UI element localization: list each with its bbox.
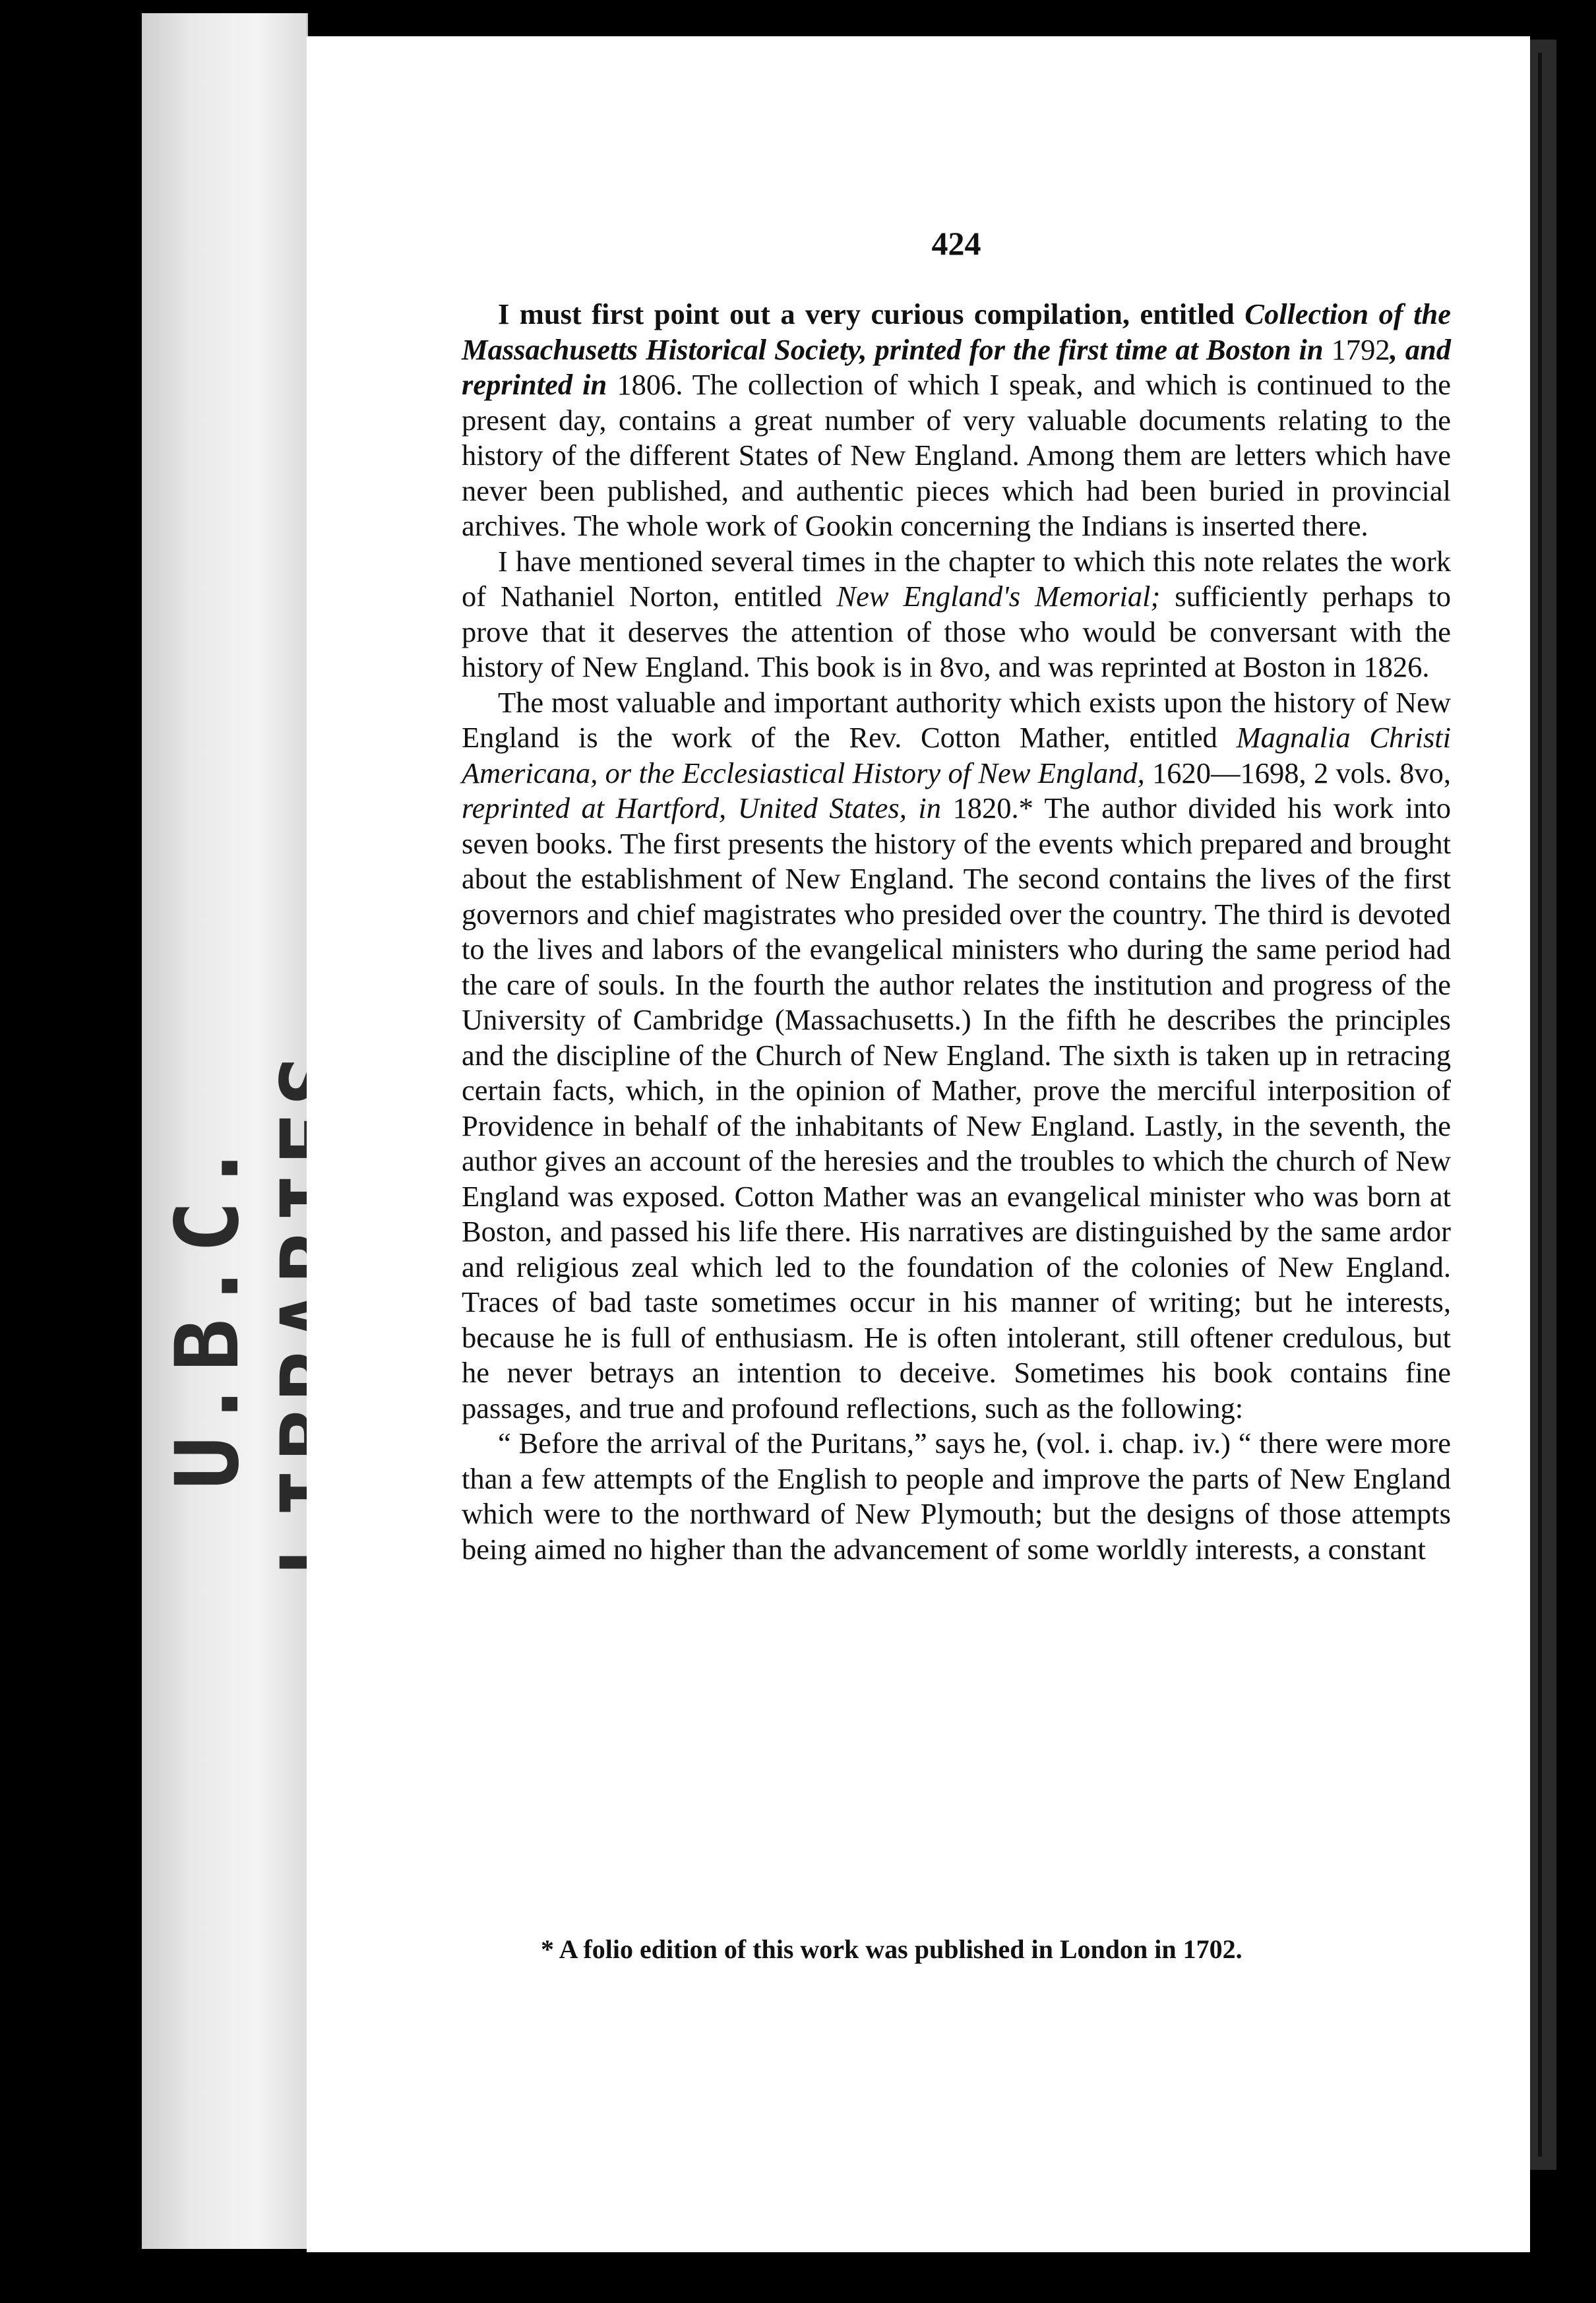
scan-border-right — [1530, 40, 1556, 2170]
paragraph-4-quote: “ Before the arrival of the Puritans,” says he, (vol. i. chap. iv.) “ there were more than a few attempts of the English to people and improve the parts of New England which were to the northward of New Plymouth; but the designs of those attempts being aimed no higher than the advancement of some worldly interests, a constant — [462, 1427, 1451, 1566]
page-number: 424 — [931, 225, 981, 262]
page-gutter-line — [1538, 53, 1542, 2157]
p1-mid: , and reprinted in — [462, 332, 1451, 401]
p1-lead: I must first point out a very curious compilation, entitled — [498, 297, 1245, 330]
footnote: * A folio edition of this work was published in London in 1702. — [541, 1934, 1243, 1964]
p1-year1: 1792 — [1331, 332, 1390, 366]
paragraph-2 — [462, 544, 1451, 685]
paragraph-3 — [462, 685, 1451, 1427]
p3-lead: The most valuable and important authority which exists upon the history of New England is the work of the Rev. Cotton Mather, entitled — [462, 685, 1451, 754]
p3-reprint: reprinted at Hartford, United States, in — [462, 791, 941, 824]
paragraph-1 — [462, 297, 1451, 544]
p1-rest: . The collection of which I speak, and which is continued to the present day, contains a great number of very valuable documents relating to the history of the different States of New England. Among them are letters which have never been published, and authentic pieces which had been buried in provincial archives. The whole work of Gookin concerning the Indians is inserted there. — [462, 368, 1451, 542]
scan-border-left — [0, 0, 142, 2303]
p1-title: Collection of the Massachusetts Historical Society, printed for the first time at Boston in — [462, 297, 1451, 366]
p3-mid: 1620—1698, 2 vols. 8vo, — [1144, 756, 1451, 789]
library-stamp: U.B.C. — [157, 1135, 259, 1490]
p2-title: New England's Memorial; — [836, 580, 1161, 613]
p3-rest: 1820.* The author divided his work into seven books. The first presents the history of the events which prepared and brought about the establishment of New England. The second contains the lives of the first governors and chief magistrates who presided over the country. The third is devoted to the lives and labors of the evangelical ministers who during the same period had the care of souls. In the fourth the author relates the institution and progress of the University of Cambridge (Massachusetts.) In the fifth he describes the principles and the discipline of the Church of New England. The sixth is taken up in retracing certain facts, which, in the opinion of Mather, prove the merciful interposition of Providence in behalf of the inhabitants of New England. Lastly, in the seventh, the author gives an account of the heresies and the troubles to which the church of New England was exposed. Cotton Mather was an evangelical minister who was born at Boston, and passed his life there. His narratives are distinguished by the same ardor and religious zeal which led to the foundation of the colonies of New England. Traces of bad taste sometimes occur in his manner of writing; but he interests, because he is full of enthusiasm. He is often intolerant, still oftener credulous, but he never betrays an intention to deceive. Sometimes his book contains fine passages, and true and profound reflections, such as the following: — [462, 791, 1452, 1425]
p2-lead: I have mentioned several times in the chapter to which this note relates the work of Nathaniel Norton, entitled — [462, 544, 1451, 613]
body-text — [462, 297, 1451, 1567]
p1-year2: 1806 — [617, 368, 676, 401]
p2-rest: sufficiently perhaps to prove that it deserves the attention of those who would be conversant with the history of New England. This book is in 8vo, and was reprinted at Boston in 1826. — [462, 580, 1451, 683]
p3-title: Magnalia Christi Americana, or the Ecclesiastical History of New England, — [462, 721, 1451, 789]
